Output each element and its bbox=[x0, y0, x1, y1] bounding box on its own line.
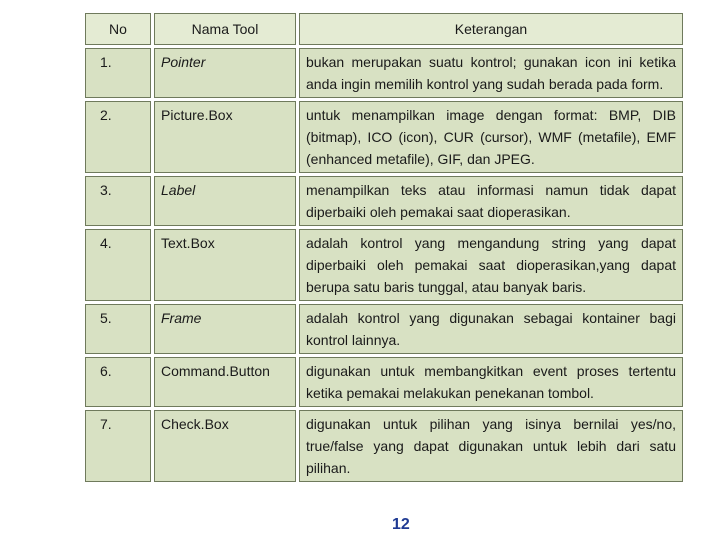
table-row bbox=[85, 101, 683, 173]
row-number: 4. bbox=[85, 229, 151, 301]
row-number: 7. bbox=[85, 410, 151, 482]
tool-description: digunakan untuk membangkitkan event proses tertentu ketika pemakai melakukan penekanan tombol. bbox=[299, 357, 683, 407]
page-number: 12 bbox=[392, 516, 410, 533]
tool-name: Label bbox=[154, 176, 296, 226]
table-row bbox=[85, 176, 683, 226]
tool-description: menampilkan teks atau informasi namun tidak dapat diperbaiki oleh pemakai saat dioperasikan. bbox=[299, 176, 683, 226]
table-row bbox=[85, 48, 683, 98]
tool-name: Pointer bbox=[154, 48, 296, 98]
tool-name: Check.Box bbox=[154, 410, 296, 482]
table-row bbox=[85, 410, 683, 482]
tool-description: digunakan untuk pilihan yang isinya bernilai yes/no, true/false yang dapat digunakan untuk lebih dari satu pilihan. bbox=[299, 410, 683, 482]
table-row bbox=[85, 304, 683, 354]
tool-name: Frame bbox=[154, 304, 296, 354]
table-row bbox=[85, 229, 683, 301]
tool-description: adalah kontrol yang mengandung string yang dapat diperbaiki oleh pemakai saat dioperasikan,yang dapat berupa satu baris tunggal, atau banyak baris. bbox=[299, 229, 683, 301]
header-description: Keterangan bbox=[299, 13, 683, 45]
tool-name: Command.Button bbox=[154, 357, 296, 407]
row-number: 2. bbox=[85, 101, 151, 173]
header-no: No bbox=[85, 13, 151, 45]
row-number: 3. bbox=[85, 176, 151, 226]
tools-table bbox=[82, 10, 686, 485]
table-header-row bbox=[85, 13, 683, 45]
tool-name: Text.Box bbox=[154, 229, 296, 301]
header-tool-name: Nama Tool bbox=[154, 13, 296, 45]
tool-description: bukan merupakan suatu kontrol; gunakan icon ini ketika anda ingin memilih kontrol yang sudah berada pada form. bbox=[299, 48, 683, 98]
tool-description: untuk menampilkan image dengan format: BMP, DIB (bitmap), ICO (icon), CUR (cursor), WMF (metafile), EMF (enhanced metafile), GIF, dan JPEG. bbox=[299, 101, 683, 173]
row-number: 5. bbox=[85, 304, 151, 354]
table-row bbox=[85, 357, 683, 407]
tool-description: adalah kontrol yang digunakan sebagai kontainer bagi kontrol lainnya. bbox=[299, 304, 683, 354]
tool-name: Picture.Box bbox=[154, 101, 296, 173]
row-number: 1. bbox=[85, 48, 151, 98]
row-number: 6. bbox=[85, 357, 151, 407]
